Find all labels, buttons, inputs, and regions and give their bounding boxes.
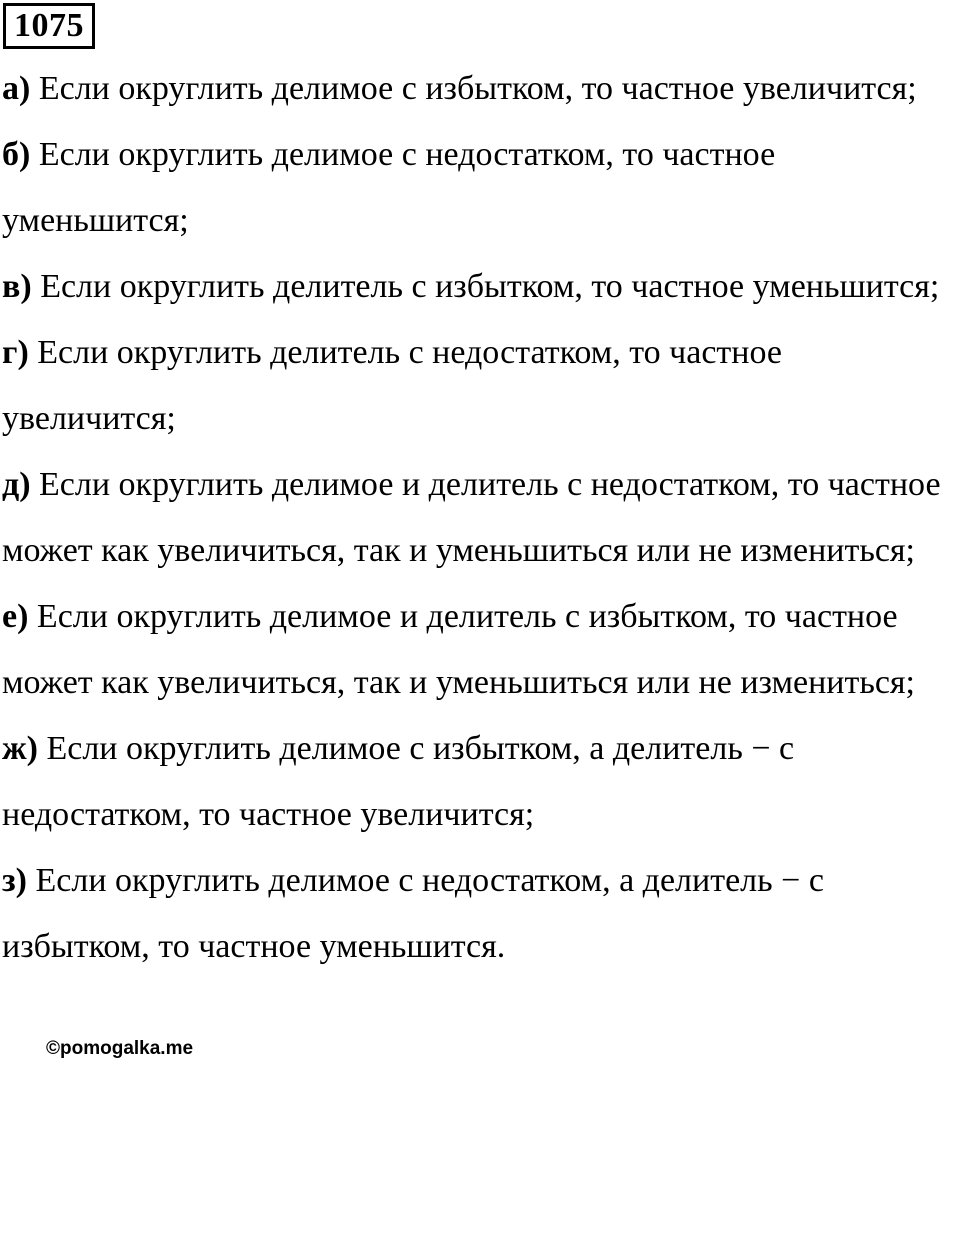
answer-text: Если округлить делитель с недостатком, то частное увеличится; (2, 334, 782, 437)
answer-text: Если округлить делимое с недостатком, а делитель − с избытком, то частное уменьшится. (2, 862, 824, 965)
answer-d (2, 452, 960, 584)
answer-e (2, 584, 960, 716)
answer-text: Если округлить делимое с недостатком, то частное уменьшится; (2, 136, 776, 239)
problem-number: 1075 (3, 3, 95, 49)
answer-z (2, 848, 960, 980)
answer-g (2, 320, 960, 452)
answer-a (2, 56, 960, 122)
answer-text: Если округлить делитель с избытком, то частное уменьшится; (31, 268, 940, 305)
answer-letter: в) (2, 268, 32, 305)
answer-letter: е) (2, 598, 29, 635)
answer-letter: а) (2, 70, 31, 107)
answer-zh (2, 716, 960, 848)
answer-text: Если округлить делимое с избытком, а делитель − с недостатком, то частное увеличится; (2, 730, 795, 833)
answer-letter: з) (2, 862, 27, 899)
watermark: ©pomogalka.me (46, 1038, 194, 1059)
answer-letter: б) (2, 136, 31, 173)
answer-list (2, 56, 960, 980)
answer-b (2, 122, 960, 254)
answer-letter: г) (2, 334, 29, 371)
answer-letter: ж) (2, 730, 38, 767)
answer-text: Если округлить делимое и делитель с недостатком, то частное может как увеличиться, так и уменьшиться или не измениться; (2, 466, 941, 569)
answer-v (2, 254, 960, 320)
answer-text: Если округлить делимое с избытком, то частное увеличится; (30, 70, 917, 107)
answer-letter: д) (2, 466, 31, 503)
answer-text: Если округлить делимое и делитель с избытком, то частное может как увеличиться, так и уменьшиться или не измениться; (2, 598, 916, 701)
